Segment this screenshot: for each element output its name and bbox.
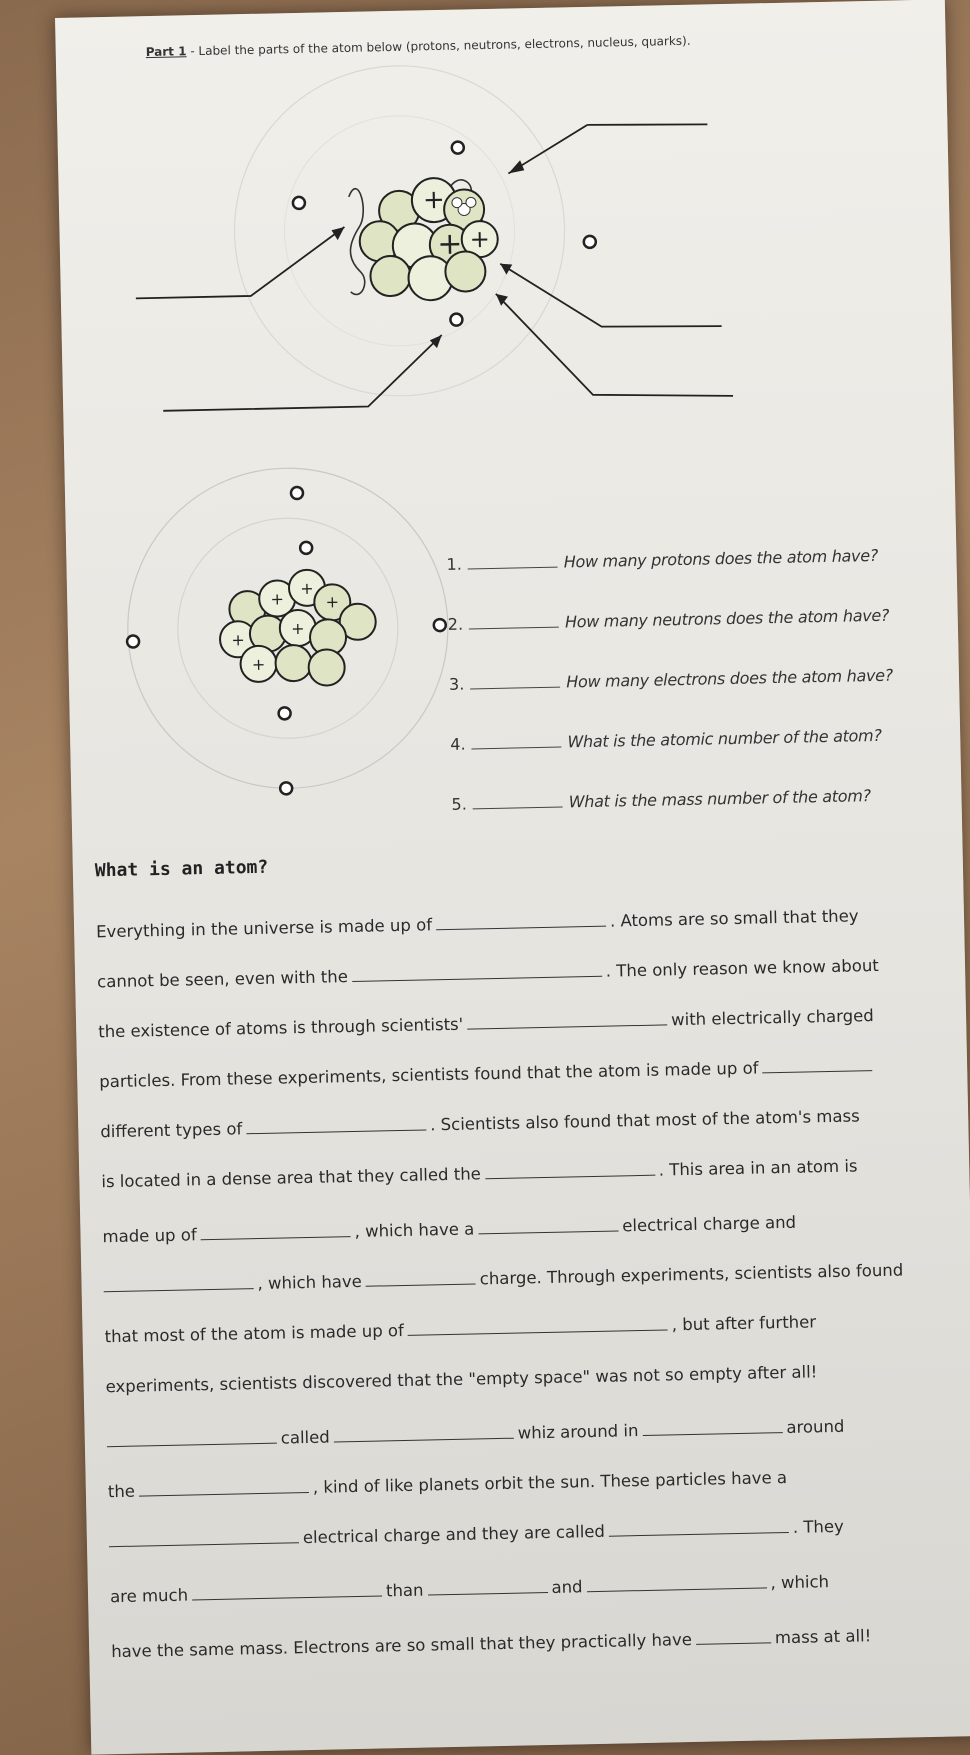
passage-text: that most of the atom is made up of	[104, 1320, 405, 1347]
question-text: How many electrons does the atom have?	[566, 665, 894, 692]
passage-text: whiz around in	[517, 1421, 639, 1443]
question-text: How many neutrons does the atom have?	[564, 605, 890, 632]
passage-text: with electrically charged	[670, 1006, 874, 1030]
fill-blank[interactable]	[139, 1480, 309, 1497]
passage-line	[103, 1261, 903, 1297]
passage-text: Everything in the universe is made up of	[95, 915, 433, 942]
arrow-head	[430, 335, 442, 348]
fill-blank[interactable]	[586, 1575, 766, 1592]
answer-blank[interactable]	[468, 553, 558, 570]
fill-blank[interactable]	[762, 1058, 872, 1073]
proton-plus-sign: +	[251, 654, 266, 675]
passage-text: and	[551, 1577, 583, 1597]
answer-blank[interactable]	[470, 673, 560, 690]
fill-blank[interactable]	[334, 1426, 514, 1443]
passage-text: . The only reason we know about	[605, 955, 879, 981]
passage-line	[99, 1056, 899, 1092]
label-line-2	[134, 227, 345, 298]
fill-blank[interactable]	[467, 1012, 667, 1029]
question-text: What is the mass number of the atom?	[568, 786, 871, 812]
passage-text: charge. Through experiments, scientists also found	[479, 1260, 904, 1289]
neutron	[370, 256, 411, 297]
proton-plus-sign: +	[325, 592, 340, 612]
passage-text: . This area in an atom is	[658, 1156, 858, 1180]
proton-plus-sign: +	[422, 184, 446, 216]
atom-diagram-2	[124, 465, 452, 798]
passage-text: different types of	[100, 1119, 243, 1142]
proton-plus-sign: +	[270, 589, 285, 609]
passage-line	[109, 1515, 909, 1551]
passage-text: the existence of atoms is through scientists'	[98, 1014, 464, 1042]
electron	[434, 619, 446, 631]
quark	[466, 197, 476, 207]
proton-plus-sign: +	[436, 226, 463, 263]
passage-text: , which	[770, 1572, 830, 1593]
electron	[293, 197, 305, 209]
label-line-1	[587, 122, 707, 127]
passage-title: What is an atom?	[94, 856, 269, 882]
electron	[291, 487, 303, 499]
fill-blank[interactable]	[103, 1276, 253, 1292]
question-number: 3.	[448, 674, 465, 694]
part1-text: - Label the parts of the atom below (protons, neutrons, electrons, nucleus, quarks).	[186, 33, 691, 59]
passage-text: made up of	[102, 1225, 197, 1247]
answer-blank[interactable]	[471, 733, 561, 750]
fill-blank[interactable]	[109, 1530, 299, 1547]
part1-label: Part 1	[145, 44, 187, 60]
answer-blank[interactable]	[469, 613, 559, 630]
passage-text: around	[786, 1416, 845, 1437]
question-number: 5.	[451, 794, 468, 814]
fill-blank[interactable]	[192, 1583, 382, 1600]
question-number: 2.	[447, 614, 464, 634]
nucleus-2	[219, 568, 377, 687]
arrow-head	[508, 160, 524, 173]
passage-line	[111, 1625, 911, 1661]
question-text: What is the atomic number of the atom?	[567, 725, 882, 752]
fill-blank[interactable]	[436, 914, 606, 931]
electron	[452, 141, 464, 153]
passage-text: are much	[109, 1585, 189, 1607]
passage-text: , which have a	[354, 1219, 475, 1241]
fill-blank[interactable]	[408, 1317, 668, 1335]
passage-text: . Atoms are so small that they	[609, 906, 859, 931]
atom-diagram-1	[131, 59, 733, 411]
proton-plus-sign: +	[290, 618, 305, 639]
electron	[127, 635, 139, 647]
nucleus	[358, 177, 499, 302]
label-line-3	[500, 259, 721, 331]
fill-blank[interactable]	[478, 1218, 618, 1234]
label-line-4	[162, 335, 443, 411]
passage-line	[96, 906, 896, 942]
question-number: 1.	[446, 554, 462, 574]
atom-diagrams	[55, 0, 962, 838]
question-number: 4.	[450, 734, 466, 754]
fill-blank[interactable]	[246, 1117, 426, 1134]
passage-line	[105, 1360, 905, 1396]
passage-line	[101, 1156, 901, 1192]
passage-text: . They	[792, 1516, 845, 1537]
passage-line	[108, 1465, 908, 1501]
label-line-5	[496, 289, 733, 401]
proton-plus-sign: +	[469, 224, 491, 254]
electron	[450, 314, 462, 326]
passage-text: mass at all!	[774, 1626, 872, 1648]
passage-text: electrical charge and	[622, 1212, 797, 1236]
electron	[300, 542, 312, 554]
fill-blank[interactable]	[642, 1420, 782, 1436]
passage-text: , kind of like planets orbit the sun. These particles have a	[312, 1467, 788, 1497]
passage-text: electrical charge and they are called	[302, 1521, 606, 1548]
electron	[584, 236, 596, 248]
proton-plus-sign: +	[300, 578, 314, 598]
passage-line	[100, 1106, 900, 1142]
fill-blank[interactable]	[485, 1163, 655, 1180]
passage-text: , which have	[257, 1271, 363, 1294]
passage-text: than	[385, 1580, 424, 1601]
worksheet-page	[55, 0, 970, 1755]
arrow-head	[500, 263, 512, 274]
passage-line	[98, 1006, 898, 1042]
passage-text: . Scientists also found that most of the atom's mass	[430, 1106, 860, 1135]
passage-text: , but after further	[671, 1312, 817, 1335]
answer-blank[interactable]	[473, 793, 563, 810]
fill-blank[interactable]	[696, 1630, 771, 1645]
fill-blank[interactable]	[200, 1224, 350, 1240]
passage-text: the	[107, 1481, 136, 1502]
neutron	[275, 645, 312, 682]
fill-blank[interactable]	[107, 1431, 277, 1448]
passage-text: cannot be seen, even with the	[96, 967, 349, 992]
passage-line	[97, 956, 897, 992]
fill-blank[interactable]	[609, 1520, 789, 1537]
fill-blank[interactable]	[352, 964, 602, 982]
proton-plus-sign: +	[231, 630, 245, 650]
electron	[278, 707, 290, 719]
fill-blank[interactable]	[427, 1580, 547, 1596]
passage-text: called	[280, 1427, 330, 1448]
passage-text: have the same mass. Electrons are so small that they practically have	[111, 1630, 693, 1662]
passage-line	[102, 1211, 902, 1247]
passage-line	[110, 1570, 910, 1606]
passage-line	[107, 1415, 907, 1451]
neutron	[308, 649, 345, 686]
passage-text: experiments, scientists discovered that the "empty space" was not so empty after all!	[105, 1362, 818, 1397]
passage-line	[104, 1310, 904, 1346]
quark	[452, 198, 462, 208]
fill-blank[interactable]	[366, 1271, 476, 1286]
electron	[280, 782, 292, 794]
question-text: How many protons does the atom have?	[563, 545, 879, 572]
arrow-head	[331, 227, 344, 240]
passage-text: particles. From these experiments, scientists found that the atom is made up of	[99, 1058, 759, 1092]
passage-text: is located in a dense area that they called the	[101, 1164, 482, 1192]
